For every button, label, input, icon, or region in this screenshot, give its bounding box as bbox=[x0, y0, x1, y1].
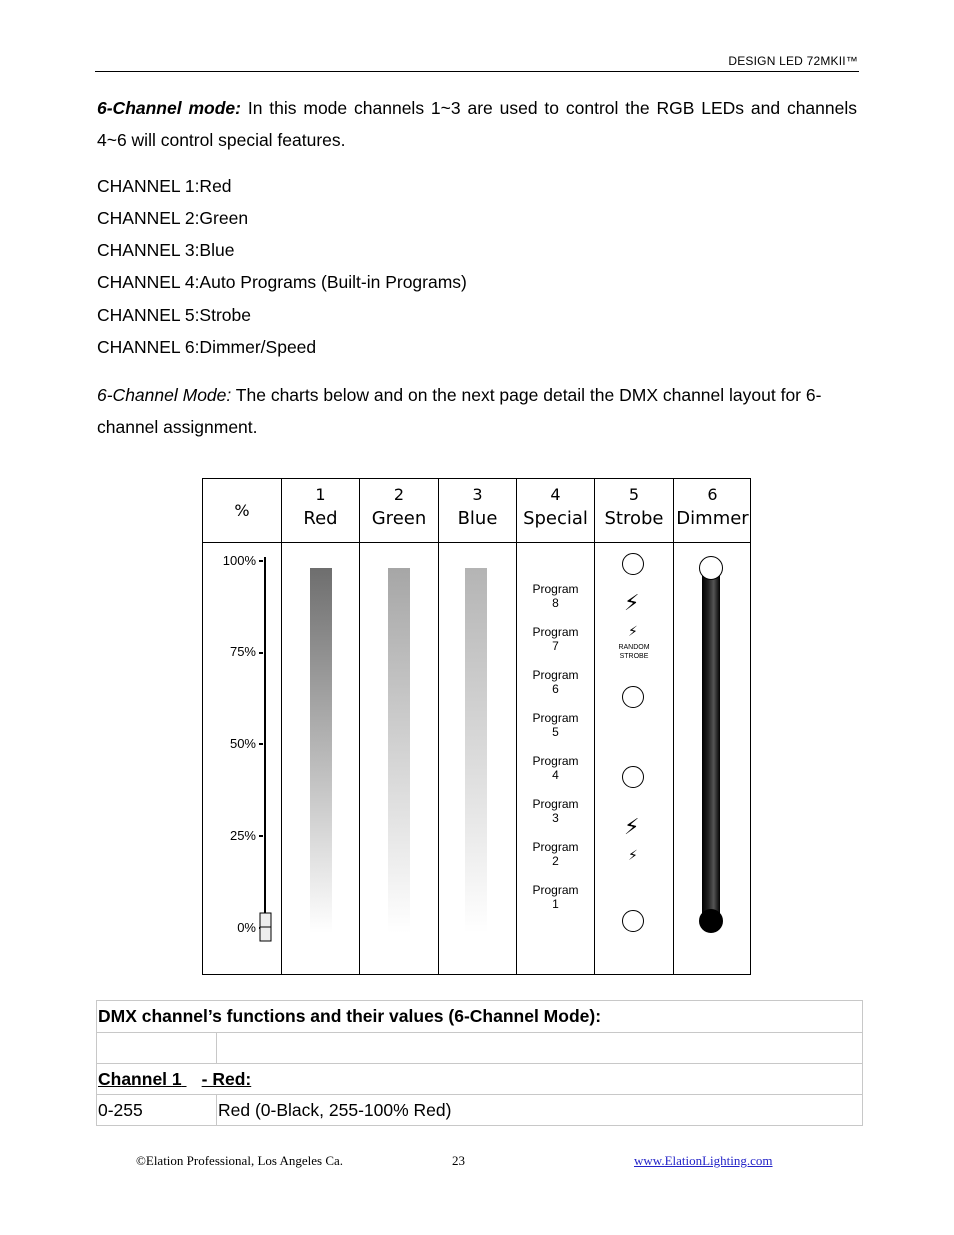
dimmer-column bbox=[674, 479, 751, 974]
special-name: Special bbox=[523, 508, 588, 529]
green-num: 2 bbox=[393, 485, 405, 504]
lightning-icon: ⚡ bbox=[624, 591, 640, 616]
scale-label-25: 25% bbox=[229, 828, 256, 843]
dmx-function-table bbox=[96, 1000, 863, 1126]
strobe-header bbox=[595, 479, 673, 543]
channel-item-4: CHANNEL 4:Auto Programs (Built-in Programs) bbox=[97, 272, 467, 292]
channel-item-5: CHANNEL 5:Strobe bbox=[97, 305, 251, 325]
fader-scale bbox=[255, 553, 275, 943]
strobe-column bbox=[595, 479, 674, 974]
value-cell: 0-255 bbox=[97, 1095, 217, 1126]
dimmer-name: Dimmer bbox=[676, 508, 749, 529]
special-num: 4 bbox=[550, 485, 561, 504]
mode-note-lead: 6-Channel Mode: bbox=[97, 385, 232, 405]
empty-cell bbox=[97, 1033, 217, 1064]
strobe-open-circle-icon bbox=[622, 553, 644, 575]
function-cell: Red (0-Black, 255-100% Red) bbox=[217, 1095, 863, 1126]
strobe-open-circle-icon bbox=[622, 910, 644, 932]
mode-note-text: The charts below and on the next page detail the DMX channel layout for 6-channel assignment. bbox=[97, 385, 822, 437]
intro-text: In this mode channels 1~3 are used to control the RGB LEDs and channels 4~6 will control special features. bbox=[97, 98, 858, 150]
footer-page-number: 23 bbox=[452, 1153, 465, 1168]
lightning-small-icon: ⚡ bbox=[628, 848, 638, 864]
table-row bbox=[97, 1095, 863, 1126]
strobe-open-circle-icon bbox=[622, 766, 644, 788]
green-column bbox=[360, 479, 439, 974]
dimmer-top-circle-icon bbox=[699, 556, 723, 580]
dimmer-bottom-circle-icon bbox=[699, 909, 723, 933]
program-5: Program 5 bbox=[532, 711, 579, 739]
program-6: Program 6 bbox=[532, 668, 579, 696]
channel-label: Channel 1 bbox=[98, 1068, 182, 1089]
channel-heading bbox=[97, 1064, 863, 1095]
program-2: Program 2 bbox=[532, 840, 579, 868]
scale-label-100: 100% bbox=[222, 553, 256, 568]
green-gradient-bar bbox=[388, 568, 410, 933]
mode-note-paragraph bbox=[97, 379, 857, 443]
channel-item-3: CHANNEL 3:Blue bbox=[97, 240, 235, 260]
red-num: 1 bbox=[315, 485, 326, 504]
dimmer-header bbox=[674, 479, 751, 543]
blue-header bbox=[439, 479, 516, 543]
channel-item-2: CHANNEL 2:Green bbox=[97, 208, 249, 228]
strobe-num: 5 bbox=[628, 485, 640, 504]
blue-column bbox=[439, 479, 517, 974]
random-strobe-label: RANDOM STROBE bbox=[618, 644, 650, 660]
strobe-name: Strobe bbox=[604, 508, 664, 529]
empty-cell bbox=[217, 1033, 863, 1064]
footer-url-link[interactable]: www.ElationLighting.com bbox=[634, 1153, 773, 1168]
red-header bbox=[282, 479, 359, 543]
program-7: Program 7 bbox=[532, 625, 579, 653]
header-rule bbox=[95, 71, 859, 72]
dmx-channel-chart bbox=[202, 478, 751, 975]
red-gradient-bar bbox=[310, 568, 332, 933]
red-column bbox=[282, 479, 360, 974]
green-header bbox=[360, 479, 438, 543]
strobe-open-circle-icon bbox=[622, 686, 644, 708]
blue-gradient-bar bbox=[465, 568, 487, 933]
footer-copyright: ©Elation Professional, Los Angeles Ca. bbox=[136, 1153, 344, 1168]
lightning-small-icon: ⚡ bbox=[628, 624, 638, 640]
scale-label-0: 0% bbox=[237, 920, 256, 935]
channel-item-1: CHANNEL 1:Red bbox=[97, 176, 232, 196]
dmx-table-title: DMX channel’s functions and their values (6-Channel Mode): bbox=[97, 1001, 863, 1033]
green-name: Green bbox=[371, 508, 427, 529]
red-name: Red bbox=[303, 508, 338, 529]
blue-name: Blue bbox=[457, 508, 498, 529]
dimmer-num: 6 bbox=[707, 485, 718, 504]
program-8: Program 8 bbox=[532, 582, 579, 610]
dimmer-bar bbox=[702, 565, 720, 921]
channel-item-6: CHANNEL 6:Dimmer/Speed bbox=[97, 337, 317, 357]
page-header-title: DESIGN LED 72MKII™ bbox=[728, 54, 858, 68]
blue-num: 3 bbox=[472, 485, 483, 504]
scale-label-50: 50% bbox=[229, 736, 256, 751]
percent-column bbox=[203, 479, 282, 974]
program-1: Program 1 bbox=[532, 883, 579, 911]
program-4: Program 4 bbox=[532, 754, 579, 782]
lightning-icon: ⚡ bbox=[624, 815, 640, 840]
scale-label-75: 75% bbox=[229, 644, 256, 659]
intro-paragraph bbox=[97, 92, 857, 156]
intro-lead: 6-Channel mode: bbox=[97, 98, 241, 118]
percent-header: % bbox=[203, 479, 281, 543]
channel-name: - Red: bbox=[201, 1068, 252, 1089]
special-column bbox=[517, 479, 595, 974]
special-header bbox=[517, 479, 594, 543]
program-3: Program 3 bbox=[532, 797, 579, 825]
